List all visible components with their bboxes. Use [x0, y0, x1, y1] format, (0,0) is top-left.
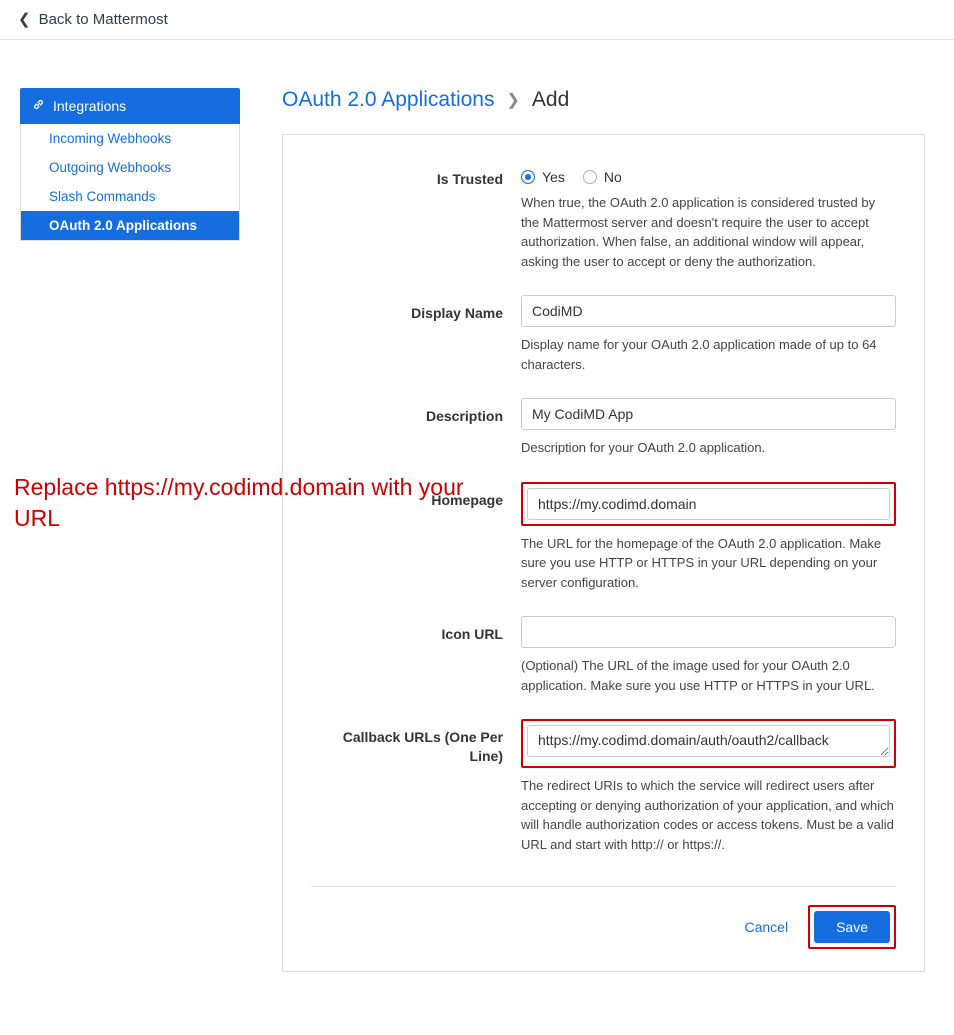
display-name-input[interactable]: [521, 295, 896, 327]
is-trusted-radio-group: [521, 161, 896, 185]
is-trusted-label: Is Trusted: [436, 171, 503, 187]
top-bar: [0, 0, 954, 40]
row-is-trusted: [311, 161, 896, 289]
description-help: Description for your OAuth 2.0 application.: [521, 440, 766, 455]
callback-urls-help: The redirect URIs to which the service will redirect users after accepting or denying authorization of your application, and which will handle authorization codes or access tokens. Must be a valid URL and start with http:// or https://.: [521, 778, 894, 852]
homepage-input[interactable]: [527, 488, 890, 520]
radio-dot-icon: [583, 170, 597, 184]
description-input[interactable]: [521, 398, 896, 430]
display-name-label: Display Name: [411, 305, 503, 321]
radio-dot-selected-icon: [521, 170, 535, 184]
callback-urls-textarea[interactable]: [527, 725, 890, 757]
is-trusted-no-label: No: [603, 169, 622, 185]
sidebar-item-label: OAuth 2.0 Applications: [49, 218, 198, 233]
breadcrumb-parent-link[interactable]: OAuth 2.0 Applications: [282, 88, 495, 111]
sidebar-item-outgoing-webhooks[interactable]: [21, 153, 239, 182]
sidebar-list: [20, 124, 240, 241]
homepage-label: Homepage: [431, 491, 503, 508]
is-trusted-yes-label: Yes: [542, 169, 565, 185]
save-button[interactable]: Save: [814, 911, 890, 943]
link-icon: [32, 98, 45, 114]
row-callback-urls: [311, 719, 896, 872]
sidebar-item-oauth-applications[interactable]: [21, 211, 239, 240]
chevron-left-icon: ❮: [18, 11, 31, 28]
icon-url-help: (Optional) The URL of the image used for your OAuth 2.0 application. Make sure you use HTTP or HTTPS in your URL.: [521, 658, 875, 693]
homepage-highlight: [521, 482, 896, 526]
form-footer: [311, 887, 896, 953]
breadcrumb-current: Add: [531, 88, 570, 111]
sidebar-item-incoming-webhooks[interactable]: [21, 124, 239, 153]
cancel-button[interactable]: Cancel: [736, 913, 796, 941]
icon-url-input[interactable]: [521, 616, 896, 648]
sidebar-item-label: Slash Commands: [49, 189, 156, 204]
breadcrumb: [282, 88, 930, 112]
oauth-app-form-panel: [282, 134, 925, 972]
annotation-text: Replace https://my.codimd.domain with your URL: [14, 474, 464, 532]
row-icon-url: [311, 616, 896, 713]
chevron-right-icon: ❯: [506, 92, 520, 109]
is-trusted-yes-radio[interactable]: [521, 169, 565, 185]
sidebar-header-label: Integrations: [53, 98, 127, 114]
description-label: Description: [425, 408, 503, 424]
icon-url-label: Icon URL: [441, 626, 503, 642]
display-name-help: Display name for your OAuth 2.0 application made of up to 64 characters.: [521, 337, 877, 372]
sidebar-item-slash-commands[interactable]: [21, 182, 239, 211]
sidebar-item-label: Outgoing Webhooks: [49, 160, 172, 175]
row-description: [311, 398, 896, 476]
back-to-mattermost-link[interactable]: [18, 11, 168, 28]
is-trusted-no-radio[interactable]: [583, 169, 622, 185]
is-trusted-help: When true, the OAuth 2.0 application is considered trusted by the Mattermost server and doesn't require the user to accept authorization. When false, an additional window will appear, asking the user to accept or deny the authorization.: [521, 195, 876, 269]
row-display-name: [311, 295, 896, 392]
homepage-help: The URL for the homepage of the OAuth 2.0 application. Make sure you use HTTP or HTTPS in your URL depending on your server configuration.: [521, 535, 882, 590]
sidebar-header: [20, 88, 240, 124]
callback-urls-highlight: [521, 719, 896, 768]
save-highlight: [808, 905, 896, 949]
back-link-label: Back to Mattermost: [38, 11, 168, 28]
callback-urls-label: Callback URLs (One Per Line): [342, 729, 503, 764]
sidebar-item-label: Incoming Webhooks: [49, 131, 172, 146]
